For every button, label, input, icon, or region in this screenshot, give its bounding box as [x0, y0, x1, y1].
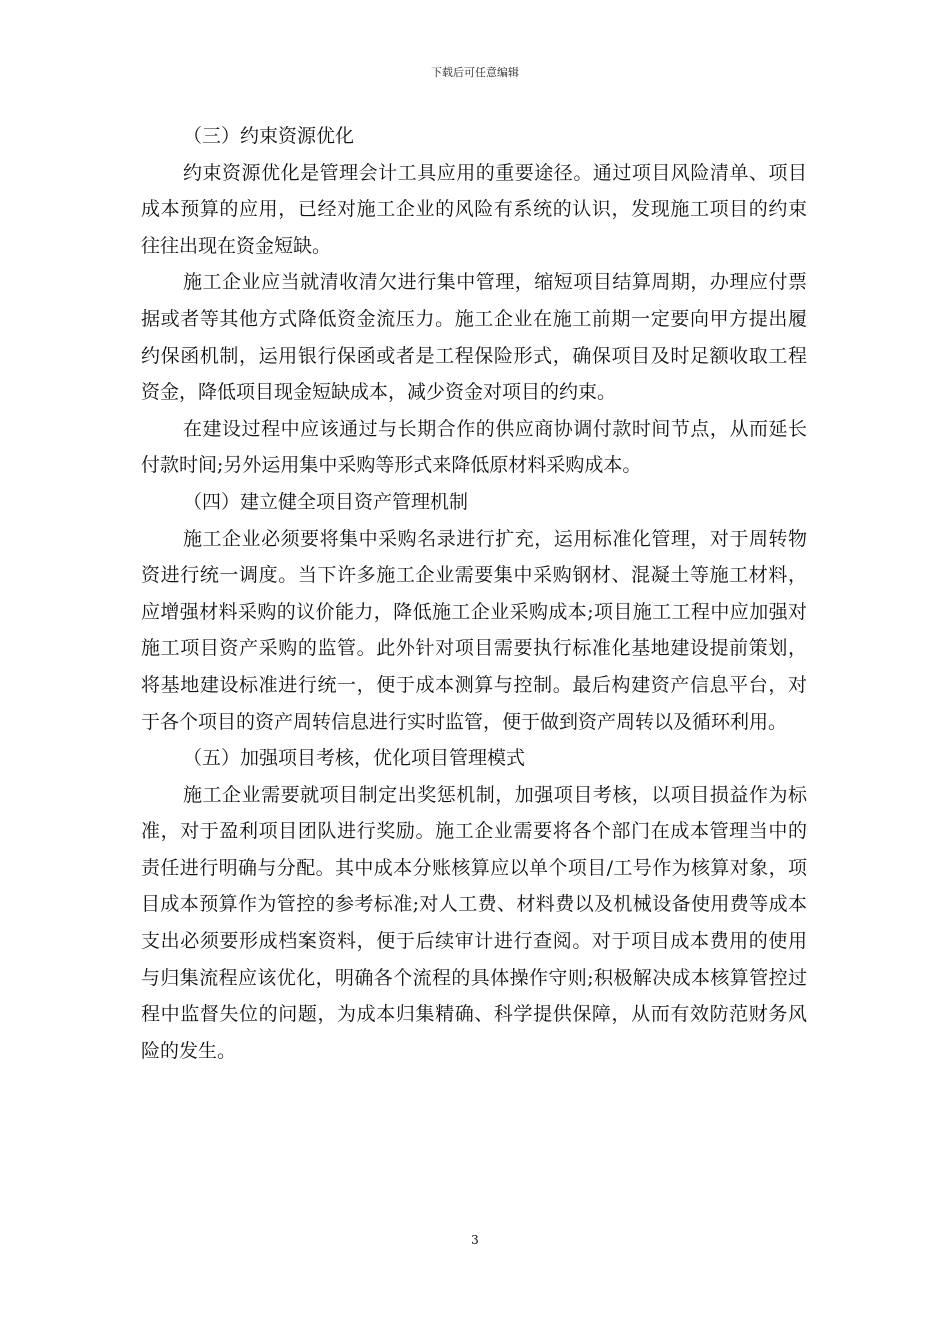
paragraph-line: 施工企业必须要将集中采购名录进行扩充，运用标准化管理，对于周转物 [183, 527, 807, 550]
paragraph-line: 施工企业需要就项目制定出奖惩机制，加强项目考核，以项目损益作为标 [183, 783, 807, 806]
paragraph-line: 支出必须要形成档案资料，便于后续审计进行查阅。对于项目成本费用的使用 [141, 930, 807, 953]
paragraph-line: 在建设过程中应该通过与长期合作的供应商协调付款时间节点，从而延长 [183, 417, 807, 440]
paragraph-line: 将基地建设标准进行统一，便于成本测算与控制。最后构建资产信息平台，对 [141, 673, 807, 696]
paragraph-line: 资金，降低项目现金短缺成本，减少资金对项目的约束。 [141, 381, 617, 404]
paragraph [141, 155, 807, 265]
paragraph-line: 准，对于盈利项目团队进行奖励。施工企业需要将各个部门在成本管理当中的 [141, 820, 807, 843]
paragraph [141, 521, 807, 741]
paragraph-line: 成本预算的应用，已经对施工企业的风险有系统的认识，发现施工项目的约束 [141, 198, 807, 221]
section-heading-4: （四）建立健全项目资产管理机制 [183, 490, 469, 513]
paragraph-line: 险的发生。 [141, 1039, 237, 1062]
page-number: 3 [471, 1233, 479, 1247]
paragraph-line: 程中监督失位的问题，为成本归集精确、科学提供保障，从而有效防范财务风 [141, 1003, 807, 1026]
section-heading-5: （五）加强项目考核，优化项目管理模式 [183, 747, 526, 770]
paragraph [141, 777, 807, 1070]
paragraph-line: 于各个项目的资产周转信息进行实时监管，便于做到资产周转以及循环利用。 [141, 710, 788, 733]
paragraph-line: 应增强材料采购的议价能力，降低施工企业采购成本;项目施工工程中应加强对 [141, 600, 807, 623]
paragraph [141, 411, 807, 484]
paragraph-line: 约保函机制，运用银行保函或者是工程保险形式，确保项目及时足额收取工程 [141, 344, 807, 367]
paragraph-line: 据或者等其他方式降低资金流压力。施工企业在施工前期一定要向甲方提出履 [141, 307, 807, 330]
paragraph-line: 施工项目资产采购的监管。此外针对项目需要执行标准化基地建设提前策划， [141, 637, 807, 660]
paragraph-line: 目成本预算作为管控的参考标准;对人工费、材料费以及机械设备使用费等成本 [141, 893, 807, 916]
paragraph [141, 264, 807, 410]
paragraph-line: 施工企业应当就清收清欠进行集中管理，缩短项目结算周期，办理应付票 [183, 271, 807, 294]
paragraph-line: 付款时间;另外运用集中采购等形式来降低原材料采购成本。 [141, 454, 642, 477]
document-body [141, 118, 807, 1069]
paragraph-line: 往往出现在资金短缺。 [141, 234, 332, 257]
paragraph-line: 责任进行明确与分配。其中成本分账核算应以单个项目/工号作为核算对象，项 [141, 856, 807, 879]
paragraph-line: 约束资源优化是管理会计工具应用的重要途径。通过项目风险清单、项目 [183, 161, 807, 184]
paragraph-line: 资进行统一调度。当下许多施工企业需要集中采购钢材、混凝土等施工材料， [141, 564, 807, 587]
paragraph-line: 与归集流程应该优化，明确各个流程的具体操作守则;积极解决成本核算管控过 [141, 966, 807, 989]
page-header: 下载后可任意编辑 [431, 66, 519, 79]
section-heading-3: （三）约束资源优化 [183, 125, 355, 147]
